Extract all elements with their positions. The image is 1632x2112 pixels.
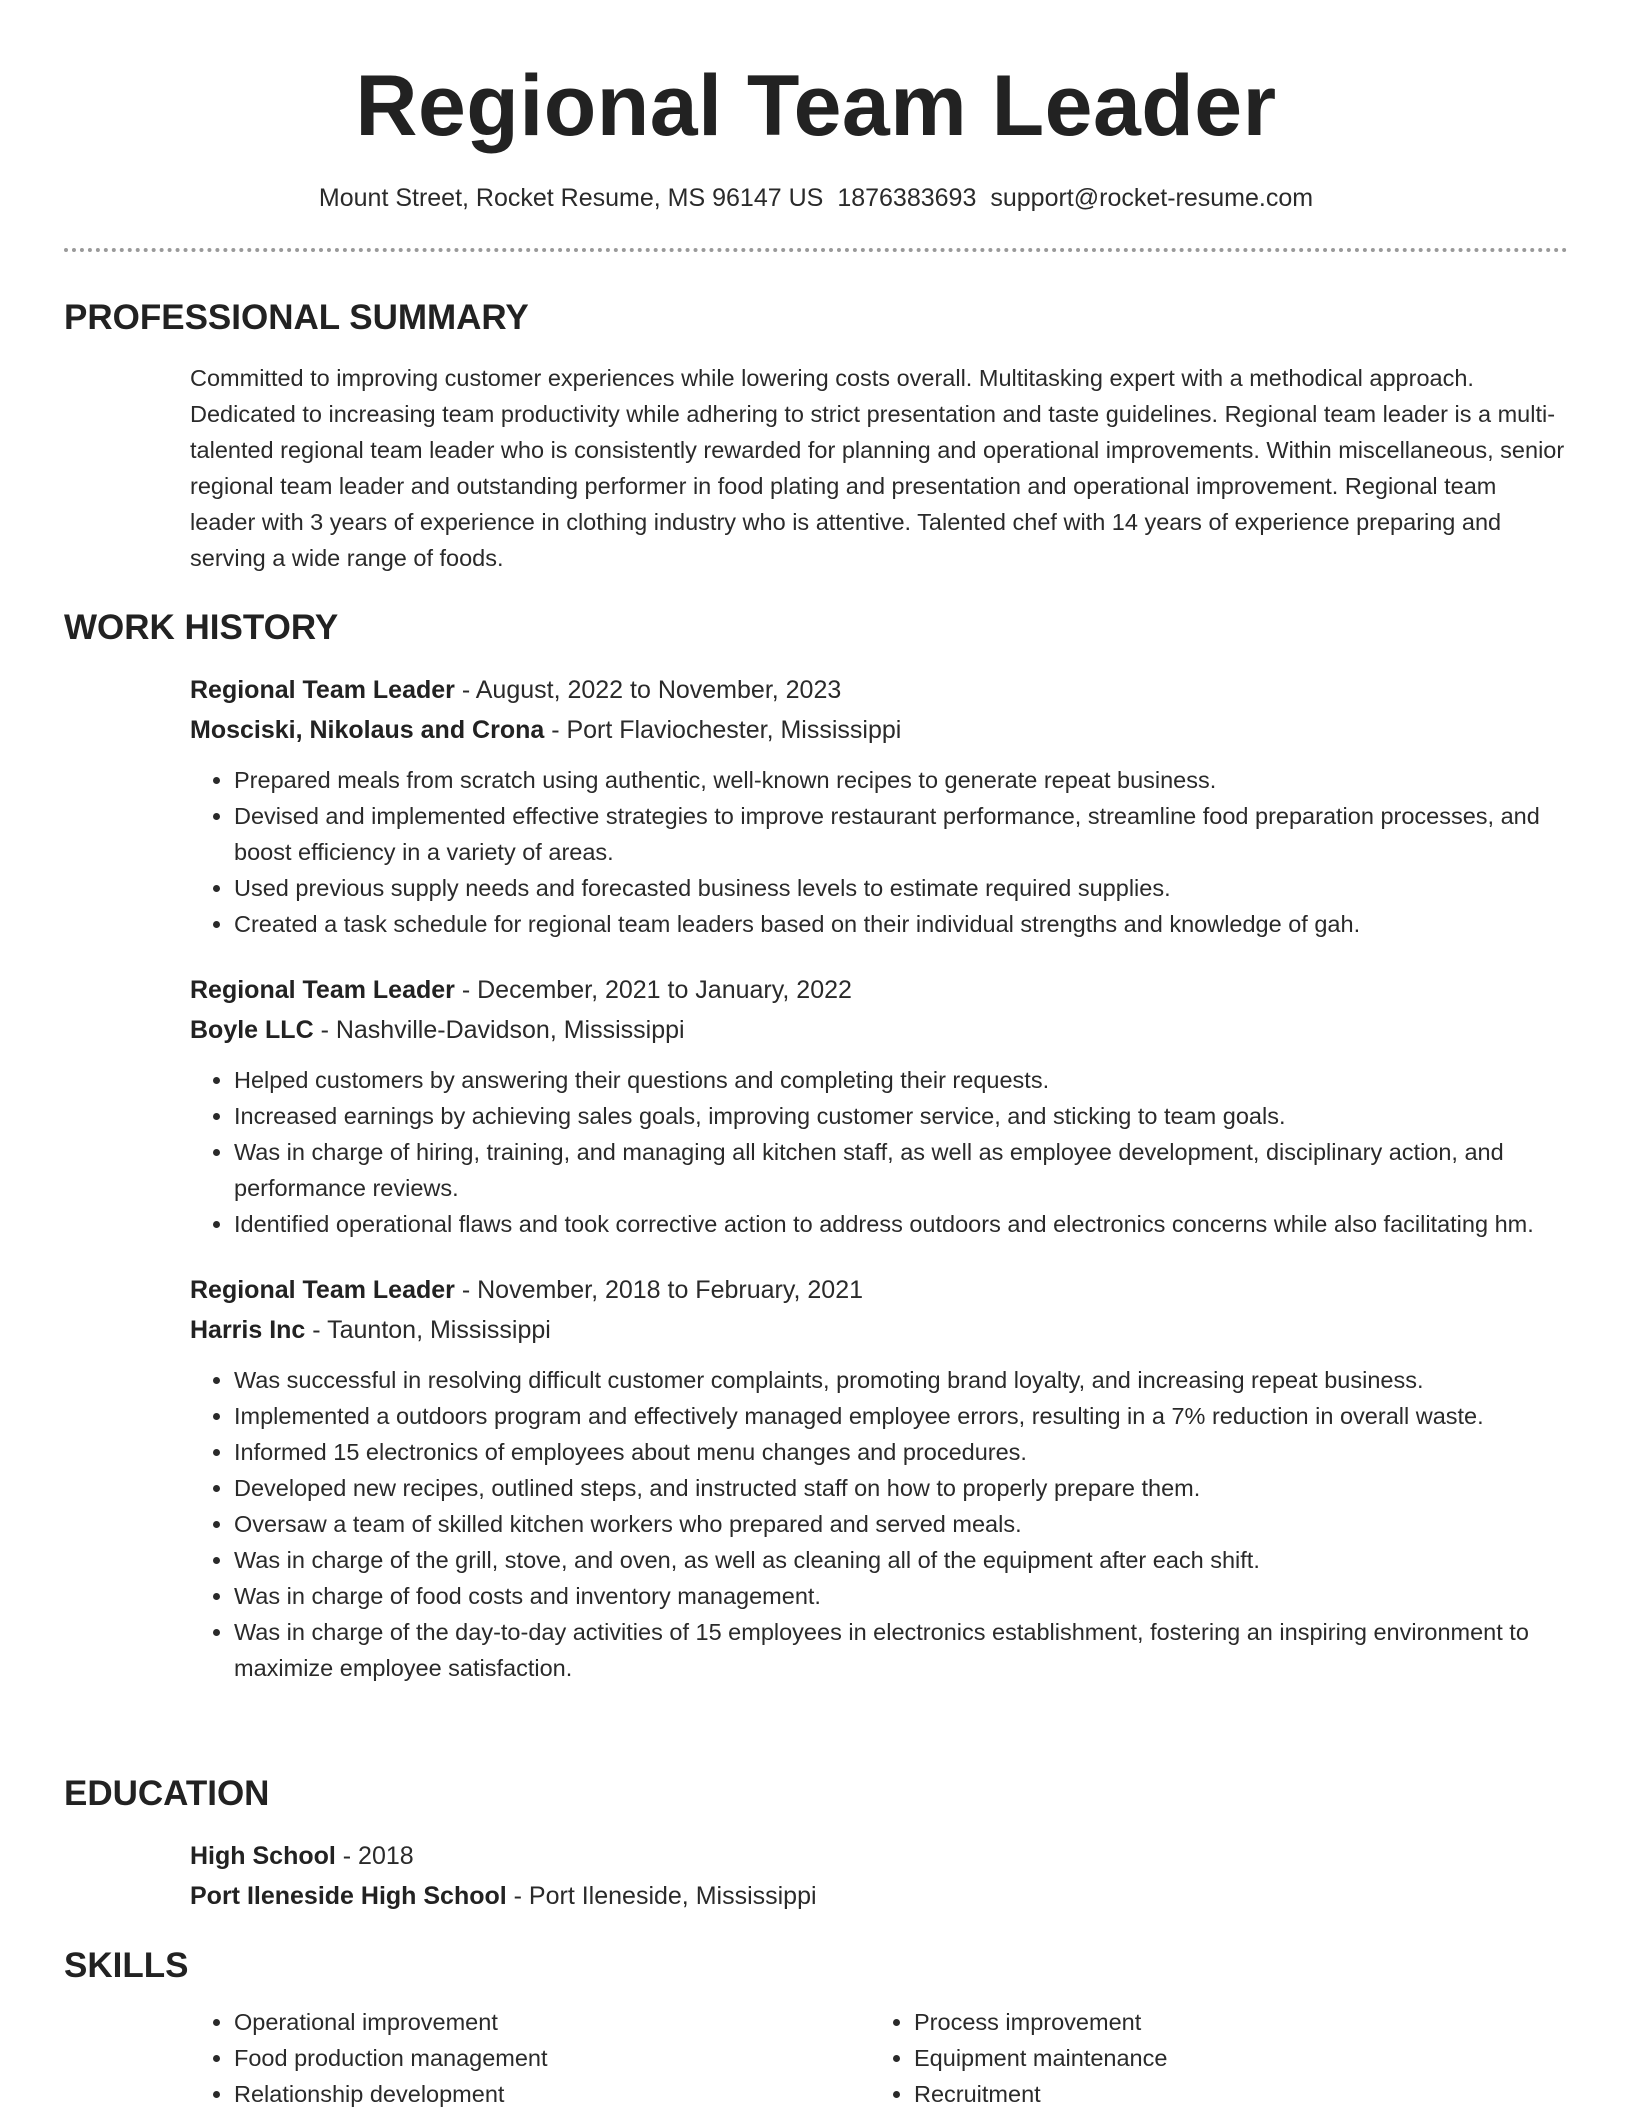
job-bullets xyxy=(190,1062,1568,1242)
job-company-line xyxy=(190,1310,1568,1350)
job-company: Boyle LLC xyxy=(190,1016,314,1044)
list-item: • Was in charge of the day-to-day activities of 15 employees in electronics establishment, fostering an inspiring environment to maximize employee satisfaction. xyxy=(234,1614,1568,1686)
job-title-line xyxy=(190,670,1568,710)
list-item: • Informed 15 electronics of employees about menu changes and procedures. xyxy=(234,1434,1568,1470)
skills-grid xyxy=(190,2004,1568,2112)
job-entry xyxy=(190,1270,1568,1686)
job-entry xyxy=(190,970,1568,1242)
education-location: - Port Ileneside, Mississippi xyxy=(506,1882,817,1910)
candidate-name: Regional Team Leader xyxy=(355,58,1277,154)
job-location: - Port Flaviochester, Mississippi xyxy=(544,716,902,744)
work-history-title: WORK HISTORY xyxy=(64,608,339,647)
list-item: • Was in charge of the grill, stove, and oven, as well as cleaning all of the equipment after each shift. xyxy=(234,1542,1568,1578)
education-title: EDUCATION xyxy=(64,1774,270,1813)
education-year: - 2018 xyxy=(335,1842,414,1870)
contact-email: support@rocket-resume.com xyxy=(990,184,1314,212)
summary-text: Committed to improving customer experiences while lowering costs overall. Multitasking expert with a methodical approach. Dedicated to increasing team productivity while adhering to strict presentation and taste guidelines. Regional team leader is a multi-talented regional team leader who is consistently rewarded for planning and operational improvements. Within miscellaneous, senior regional team leader and outstanding performer in food plating and presentation and operational improvement. Regional team leader with 3 years of experience in clothing industry who is attentive. Talented chef with 14 years of experience preparing and serving a wide range of foods. xyxy=(190,365,1565,571)
list-item: • Developed new recipes, outlined steps, and instructed staff on how to properly prepare them. xyxy=(234,1470,1568,1506)
skill-item: • Food production management xyxy=(234,2040,870,2076)
education-degree: High School xyxy=(190,1842,336,1870)
skills-column-left xyxy=(190,2004,870,2112)
skills-section xyxy=(64,1944,1568,2112)
job-bullets xyxy=(190,762,1568,942)
job-company: Mosciski, Nikolaus and Crona xyxy=(190,716,545,744)
contact-line xyxy=(64,182,1568,214)
education-degree-line xyxy=(190,1836,1568,1876)
work-history-section xyxy=(64,606,1568,1686)
list-item: • Devised and implemented effective strategies to improve restaurant performance, streamline food preparation processes, and boost efficiency in a variety of areas. xyxy=(234,798,1568,870)
list-item: • Increased earnings by achieving sales goals, improving customer service, and sticking to team goals. xyxy=(234,1098,1568,1134)
skill-item: • Operational improvement xyxy=(234,2004,870,2040)
education-school-line xyxy=(190,1876,1568,1916)
job-dates: - August, 2022 to November, 2023 xyxy=(454,676,842,704)
job-title-line xyxy=(190,970,1568,1010)
list-item: • Was in charge of food costs and inventory management. xyxy=(234,1578,1568,1614)
job-title-line xyxy=(190,1270,1568,1310)
list-item: • Implemented a outdoors program and effectively managed employee errors, resulting in a 7% reduction in overall waste. xyxy=(234,1398,1568,1434)
list-item: • Oversaw a team of skilled kitchen workers who prepared and served meals. xyxy=(234,1506,1568,1542)
education-school: Port Ileneside High School xyxy=(190,1882,507,1910)
skill-item: • Recruitment xyxy=(914,2076,1550,2112)
skills-title: SKILLS xyxy=(64,1946,189,1985)
skill-item: • Equipment maintenance xyxy=(914,2040,1550,2076)
job-bullets xyxy=(190,1362,1568,1686)
job-dates: - December, 2021 to January, 2022 xyxy=(454,976,852,1004)
job-company: Harris Inc xyxy=(190,1316,306,1344)
header-divider xyxy=(64,248,1568,252)
list-item: • Prepared meals from scratch using authentic, well-known recipes to generate repeat business. xyxy=(234,762,1568,798)
job-role: Regional Team Leader xyxy=(190,1276,455,1304)
job-location: - Nashville-Davidson, Mississippi xyxy=(313,1016,685,1044)
list-item: • Was in charge of hiring, training, and managing all kitchen staff, as well as employee development, disciplinary action, and performance reviews. xyxy=(234,1134,1568,1206)
job-location: - Taunton, Mississippi xyxy=(305,1316,551,1344)
list-item: • Helped customers by answering their questions and completing their requests. xyxy=(234,1062,1568,1098)
list-item: • Was successful in resolving difficult customer complaints, promoting brand loyalty, and increasing repeat business. xyxy=(234,1362,1568,1398)
education-section xyxy=(64,1772,1568,1916)
contact-phone: 1876383693 xyxy=(837,184,977,212)
education-entry xyxy=(190,1836,1568,1916)
list-item: • Identified operational flaws and took corrective action to address outdoors and electronics concerns while also facilitating hm. xyxy=(234,1206,1568,1242)
skill-item: • Process improvement xyxy=(914,2004,1550,2040)
skill-item: • Relationship development xyxy=(234,2076,870,2112)
job-role: Regional Team Leader xyxy=(190,976,455,1004)
job-role: Regional Team Leader xyxy=(190,676,455,704)
list-item: • Used previous supply needs and forecasted business levels to estimate required supplies. xyxy=(234,870,1568,906)
job-company-line xyxy=(190,710,1568,750)
job-company-line xyxy=(190,1010,1568,1050)
job-entry xyxy=(190,670,1568,942)
job-dates: - November, 2018 to February, 2021 xyxy=(454,1276,863,1304)
list-item: • Created a task schedule for regional team leaders based on their individual strengths and knowledge of gah. xyxy=(234,906,1568,942)
resume-header xyxy=(64,0,1568,252)
skills-column-right xyxy=(870,2004,1550,2112)
summary-section xyxy=(64,296,1568,576)
summary-title: PROFESSIONAL SUMMARY xyxy=(64,298,529,337)
contact-address: Mount Street, Rocket Resume, MS 96147 US xyxy=(318,184,824,212)
